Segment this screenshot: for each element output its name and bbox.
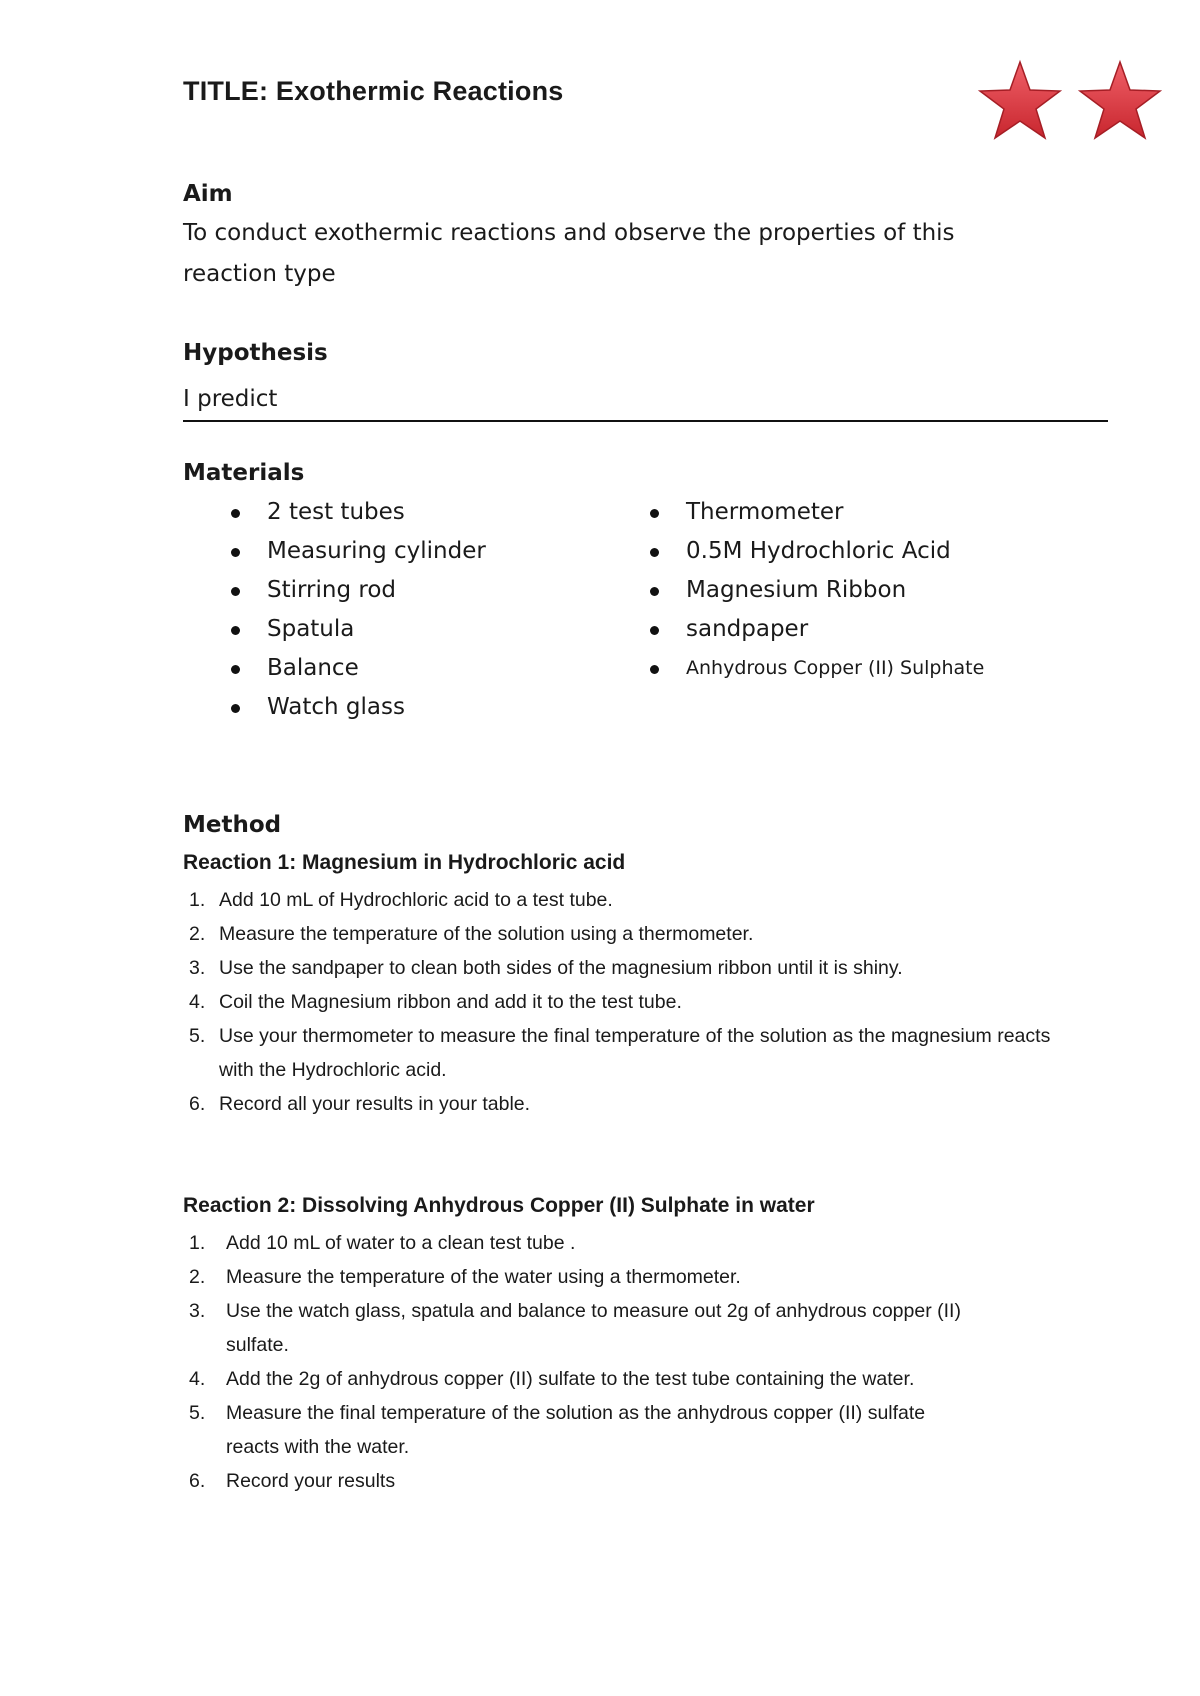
method-step: 4. Coil the Magnesium ribbon and add it to the test tube.	[189, 991, 682, 1013]
method-step-text: Add 10 mL of water to a clean test tube .	[226, 1232, 576, 1254]
method-step-text: Add 10 mL of Hydrochloric acid to a test tube.	[219, 889, 613, 911]
method-step-text: Use the watch glass, spatula and balance to measure out 2g of anhydrous copper (II) sulfate.	[226, 1300, 961, 1356]
hypothesis-heading: Hypothesis	[183, 340, 328, 366]
material-item: Thermometer	[650, 493, 984, 532]
materials-list-right	[650, 493, 984, 688]
star-icon	[980, 62, 1060, 138]
method-step-text: Record all your results in your table.	[219, 1093, 531, 1115]
method-step: 6. Record your results	[189, 1470, 396, 1492]
method-step: 4. Add the 2g of anhydrous copper (II) sulfate to the test tube containing the water.	[189, 1368, 915, 1390]
method-heading: Method	[183, 812, 282, 838]
material-item: Anhydrous Copper (II) Sulphate	[650, 649, 984, 688]
method-step: 3. Use the watch glass, spatula and balance to measure out 2g of anhydrous copper (II) sulfate.	[189, 1300, 961, 1356]
method-step: 5. Use your thermometer to measure the final temperature of the solution as the magnesium reacts with the Hydrochloric acid.	[189, 1025, 1051, 1081]
reaction-1-steps	[183, 883, 1063, 1121]
hypothesis-answer-line[interactable]	[183, 380, 1108, 422]
materials-list-left	[231, 493, 486, 727]
material-item: Balance	[231, 649, 486, 688]
method-step: 3. Use the sandpaper to clean both sides of the magnesium ribbon until it is shiny.	[189, 957, 903, 979]
material-item: Watch glass	[231, 688, 486, 727]
material-item: sandpaper	[650, 610, 984, 649]
stars-decoration	[975, 58, 1175, 148]
method-step-text: Use your thermometer to measure the final temperature of the solution as the magnesium reacts with the Hydrochloric acid.	[219, 1025, 1051, 1081]
method-step: 5. Measure the final temperature of the solution as the anhydrous copper (II) sulfate reacts with the water.	[189, 1402, 926, 1458]
method-step-text: Use the sandpaper to clean both sides of the magnesium ribbon until it is shiny.	[219, 957, 903, 979]
reaction-2-title: Reaction 2: Dissolving Anhydrous Copper (II) Sulphate in water	[183, 1194, 815, 1217]
page-title: TITLE: Exothermic Reactions	[183, 76, 564, 106]
method-step-text: Measure the temperature of the solution using a thermometer.	[219, 923, 754, 945]
aim-heading: Aim	[183, 181, 233, 207]
method-step: 2. Measure the temperature of the solution using a thermometer.	[189, 923, 754, 945]
star-icon	[1080, 62, 1160, 138]
method-step: 1. Add 10 mL of Hydrochloric acid to a test tube.	[189, 889, 613, 911]
method-step-text: Add the 2g of anhydrous copper (II) sulfate to the test tube containing the water.	[226, 1368, 915, 1390]
method-step: 2. Measure the temperature of the water using a thermometer.	[189, 1266, 741, 1288]
reaction-2-steps	[183, 1226, 983, 1498]
material-item: 0.5M Hydrochloric Acid	[650, 532, 984, 571]
hypothesis-prompt: I predict	[183, 386, 278, 412]
material-item: Magnesium Ribbon	[650, 571, 984, 610]
reaction-1-title: Reaction 1: Magnesium in Hydrochloric acid	[183, 851, 626, 874]
material-item: Stirring rod	[231, 571, 486, 610]
method-step-text: Record your results	[226, 1470, 396, 1492]
aim-text: To conduct exothermic reactions and observe the properties of this reaction type	[183, 220, 955, 287]
method-step: 1. Add 10 mL of water to a clean test tube .	[189, 1232, 576, 1254]
method-step-text: Coil the Magnesium ribbon and add it to the test tube.	[219, 991, 682, 1013]
method-step-text: Measure the final temperature of the solution as the anhydrous copper (II) sulfate reacts with the water.	[226, 1402, 926, 1458]
material-item: 2 test tubes	[231, 493, 486, 532]
materials-heading: Materials	[183, 460, 305, 486]
material-item: Measuring cylinder	[231, 532, 486, 571]
material-item: Spatula	[231, 610, 486, 649]
method-step: 6. Record all your results in your table.	[189, 1093, 531, 1115]
method-step-text: Measure the temperature of the water using a thermometer.	[226, 1266, 741, 1288]
